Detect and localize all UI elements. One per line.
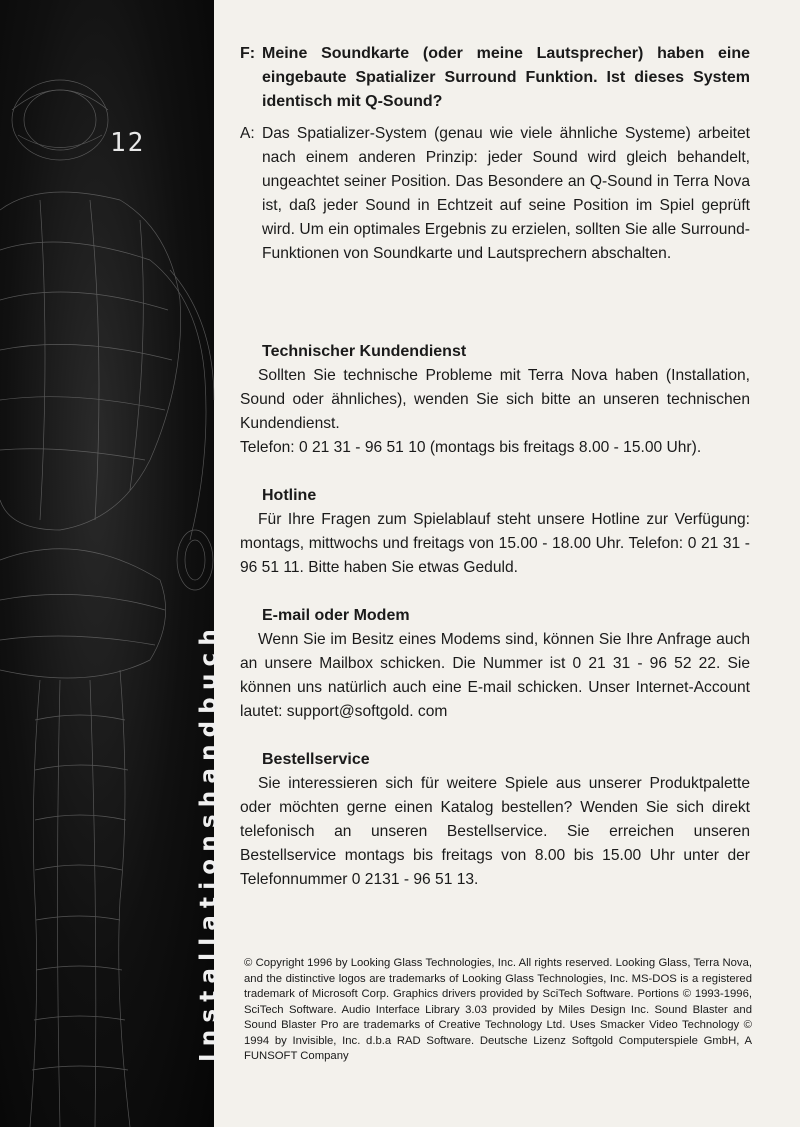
sidebar-vertical-title: Installationshandbuch [196, 622, 222, 1062]
section-tech-support [240, 340, 750, 460]
page-number: 12 [110, 128, 146, 158]
sidebar-panel [0, 0, 222, 1127]
answer-text: Das Spatializer-System (genau wie viele ähnliche Systeme) arbeitet nach einem anderen Prinzip: jeder Sound wird gleich behandelt, ungeachtet seiner Position. Das Besondere an Q-Sound in Terra Nova ist, daß jeder Sound in Echtzeit auf seine Position im Spiel geprüft wird. Um ein optimales Ergebnis zu erzielen, sollten Sie alle Surround-Funktionen von Soundkarte und Lautsprechern abschalten. [262, 125, 750, 262]
section-heading: Bestellservice [262, 751, 370, 768]
section-heading: Hotline [262, 487, 317, 504]
section-extra: Telefon: 0 21 31 - 96 51 10 (montags bis freitags 8.00 - 15.00 Uhr). [240, 439, 702, 456]
question-tag: F: [240, 45, 256, 62]
section-email-modem [240, 604, 750, 724]
faq-answer [240, 122, 750, 266]
section-body [240, 772, 750, 892]
section-body [240, 364, 750, 436]
section-heading: E-mail oder Modem [262, 607, 410, 624]
wireframe-figure-illustration [0, 0, 214, 1127]
section-body [240, 628, 750, 724]
section-body-text: Sollten Sie technische Probleme mit Terra Nova haben (Installation, Sound oder ähnliches), wenden Sie sich bitte an unseren technischen Kundendienst. [240, 367, 750, 432]
section-heading: Technischer Kundendienst [262, 343, 467, 360]
faq-question [240, 42, 750, 114]
copyright-notice: © Copyright 1996 by Looking Glass Technologies, Inc. All rights reserved. Looking Glass, Terra Nova, and the distinctive logos are trademarks of Looking Glass Technologies, Inc. MS-DOS is a registered trademark of Microsoft Corp. Graphics drivers provided by SciTech Software. Portions © 1993-1996, SciTech Software. Audio Interface Library 3.03 provided by Miles Design Inc. Sound Blaster and Sound Blaster Pro are trademarks of Creative Technology Ltd. Uses Smacker Video Technology © 1994 by Invisible, Inc. d.b.a RAD Software. Deutsche Lizenz Softgold Computerspiele GmbH, A FUNSOFT Company [244, 957, 752, 1062]
section-hotline [240, 484, 750, 580]
question-text: Meine Soundkarte (oder meine Lautsprecher) haben eine eingebaute Spatializer Surround Funktion. Ist dieses System identisch mit Q-Sound? [262, 45, 750, 110]
section-body-text: Sie interessieren sich für weitere Spiele aus unserer Produktpalette oder möchten gerne einen Katalog bestellen? Wenden Sie sich direkt telefonisch an unseren Bestellservice. Sie erreichen unseren Bestellservice montags bis freitags von 8.00 bis 15.00 Uhr unter der Telefonnummer 0 2131 - 96 51 13. [240, 775, 750, 888]
faq-entry [240, 42, 750, 266]
section-body-text: Wenn Sie im Besitz eines Modems sind, können Sie Ihre Anfrage auch an unsere Mailbox schicken. Die Nummer ist 0 21 31 - 96 52 22. Sie können uns natürlich auch eine E-mail schicken. Unser Internet-Account lautet: support@softgold. com [240, 631, 750, 720]
section-body [240, 508, 750, 580]
main-content [240, 42, 750, 892]
section-body-text: Für Ihre Fragen zum Spielablauf steht unsere Hotline zur Verfügung: montags, mittwochs und freitags von 15.00 - 18.00 Uhr. Telefon: 0 21 31 - 96 51 11. Bitte haben Sie etwas Geduld. [240, 511, 750, 576]
answer-tag: A: [240, 125, 255, 142]
section-order-service [240, 748, 750, 892]
